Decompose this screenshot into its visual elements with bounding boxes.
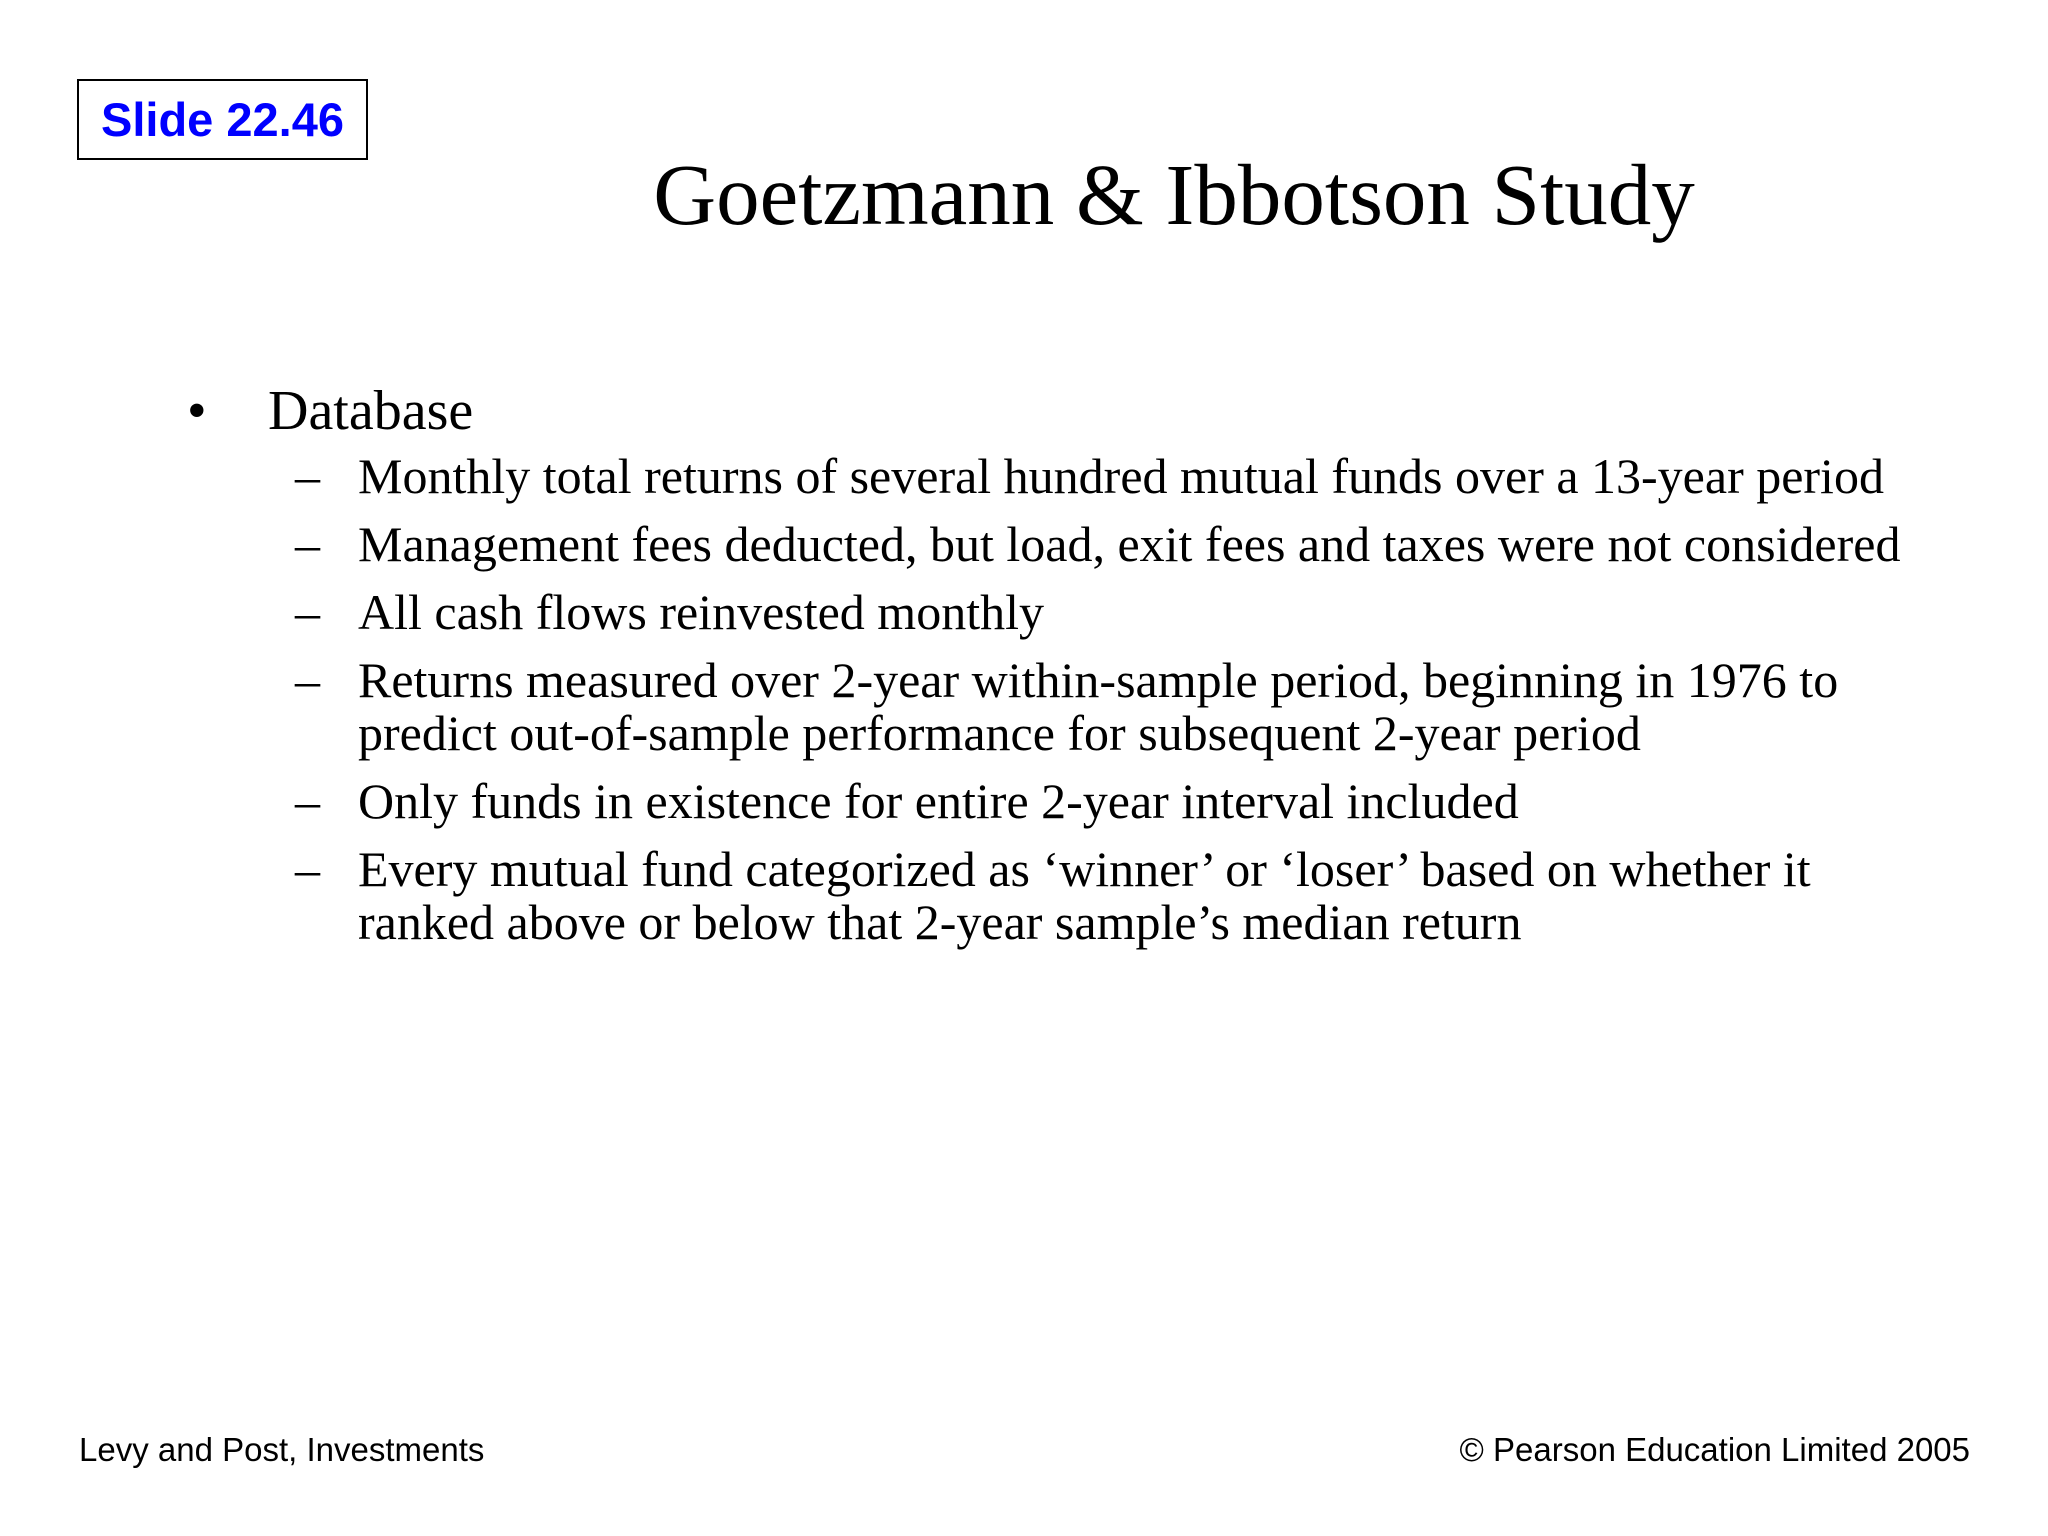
sub-bullet-item (0, 775, 1918, 828)
footer-book-credit: Levy and Post, Investments (79, 1431, 485, 1468)
sub-bullet-text: Every mutual fund categorized as ‘winner’ or ‘loser’ based on whether it ranked above or below that 2-year sample’s median return (358, 841, 1811, 950)
dash-marker: – (295, 516, 320, 572)
sub-bullet-text: Management fees deducted, but load, exit fees and taxes were not considered (358, 516, 1901, 572)
bullet-item-database (0, 378, 2048, 444)
sub-bullet-text: Returns measured over 2-year within-sample period, beginning in 1976 to predict out-of-sample performance for subsequent 2-year period (358, 652, 1839, 761)
sub-bullet-text: Only funds in existence for entire 2-year interval included (358, 773, 1519, 829)
dash-marker: – (295, 584, 320, 640)
footer-copyright: © Pearson Education Limited 2005 (1459, 1431, 1970, 1468)
sub-bullet-item (0, 518, 1918, 571)
slide-title: Goetzmann & Ibbotson Study (653, 146, 1695, 243)
dash-marker: – (295, 652, 320, 708)
bullet-text: Database (268, 380, 474, 442)
sub-bullet-item (0, 586, 1918, 639)
slide-content (0, 378, 2048, 964)
dash-marker: – (295, 841, 320, 897)
sub-bullet-text: Monthly total returns of several hundred mutual funds over a 13-year period (358, 448, 1884, 504)
sub-bullet-list (0, 450, 2048, 949)
sub-bullet-item (0, 450, 1918, 503)
sub-bullet-item (0, 654, 1918, 760)
slide-number-badge: Slide 22.46 (77, 79, 368, 160)
bullet-marker: • (187, 380, 207, 442)
dash-marker: – (295, 448, 320, 504)
sub-bullet-item (0, 843, 1918, 949)
sub-bullet-text: All cash flows reinvested monthly (358, 584, 1044, 640)
dash-marker: – (295, 773, 320, 829)
